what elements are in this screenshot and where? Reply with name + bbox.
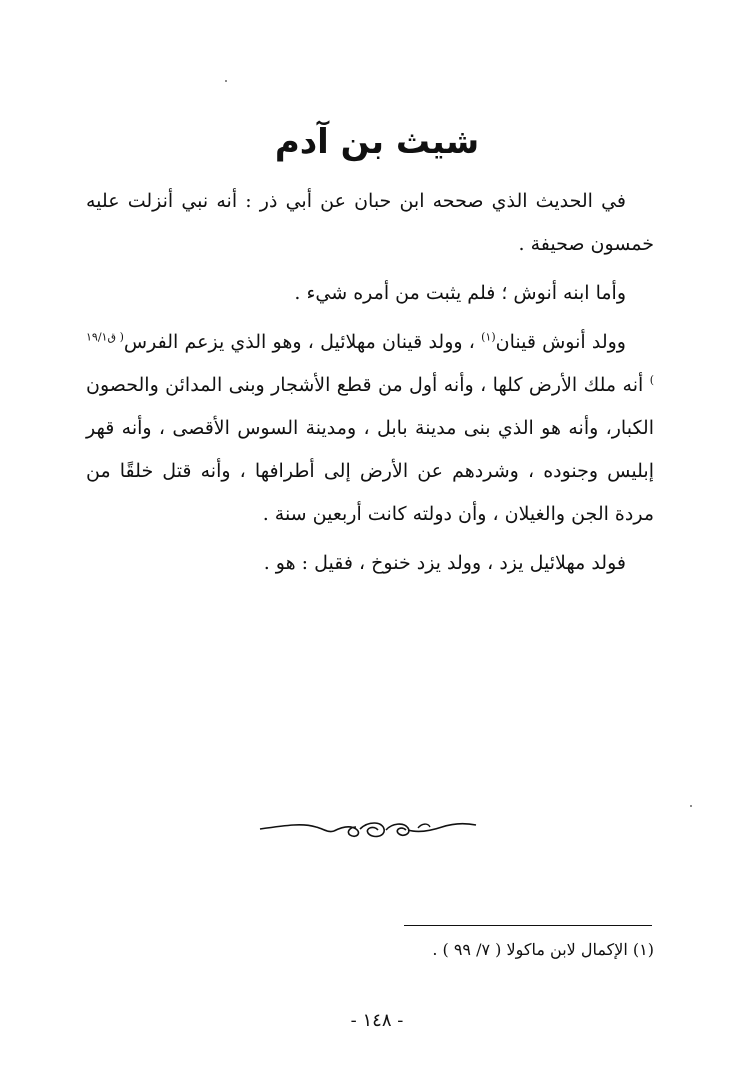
paragraph-3-start: وولد أنوش قينان xyxy=(495,331,626,353)
scan-speck xyxy=(225,80,227,82)
manuscript-ref: ( ق١٩/١ ) xyxy=(86,330,654,387)
paragraph-3-middle: ، وولد قينان مهلائيل ، وهو الذي يزعم الفرس xyxy=(123,331,482,353)
paragraph-4: فولد مهلائيل يزد ، وولد يزد خنوخ ، فقيل : هو . xyxy=(263,552,626,574)
footnote: (١) الإكمال لابن ماكولا ( ٧/ ٩٩ ) . xyxy=(432,940,654,959)
paragraph-3-end: أنه ملك الأرض كلها ، وأنه أول من قطع الأشجار وبنى المدائن والحصون الكبار، وأنه هو الذي بنى مدينة بابل ، ومدينة السوس الأقصى ، وأنه قهر إبليس وجنوده ، وشردهم عن الأرض إلى أطرافها ، وأنه قتل خلقًا من مردة الجن والغيلان ، وأن دولته كانت أربعين سنة . xyxy=(86,374,654,525)
page-number: - ١٤٨ - xyxy=(350,1010,404,1031)
paragraph-2: وأما ابنه أنوش ؛ فلم يثبت من أمره شيء . xyxy=(294,282,626,304)
scan-speck xyxy=(690,805,692,807)
footnote-separator xyxy=(404,925,652,926)
paragraph-3 xyxy=(86,321,654,536)
body-text xyxy=(86,180,654,591)
footnote-ref: (١) xyxy=(481,330,496,344)
paragraph-1: في الحديث الذي صححه ابن حبان عن أبي ذر : أنه نبي أنزلت عليه خمسون صحيفة . xyxy=(86,190,654,255)
ornament-divider-icon xyxy=(258,813,478,843)
page-title: شيث بن آدم xyxy=(274,122,480,162)
